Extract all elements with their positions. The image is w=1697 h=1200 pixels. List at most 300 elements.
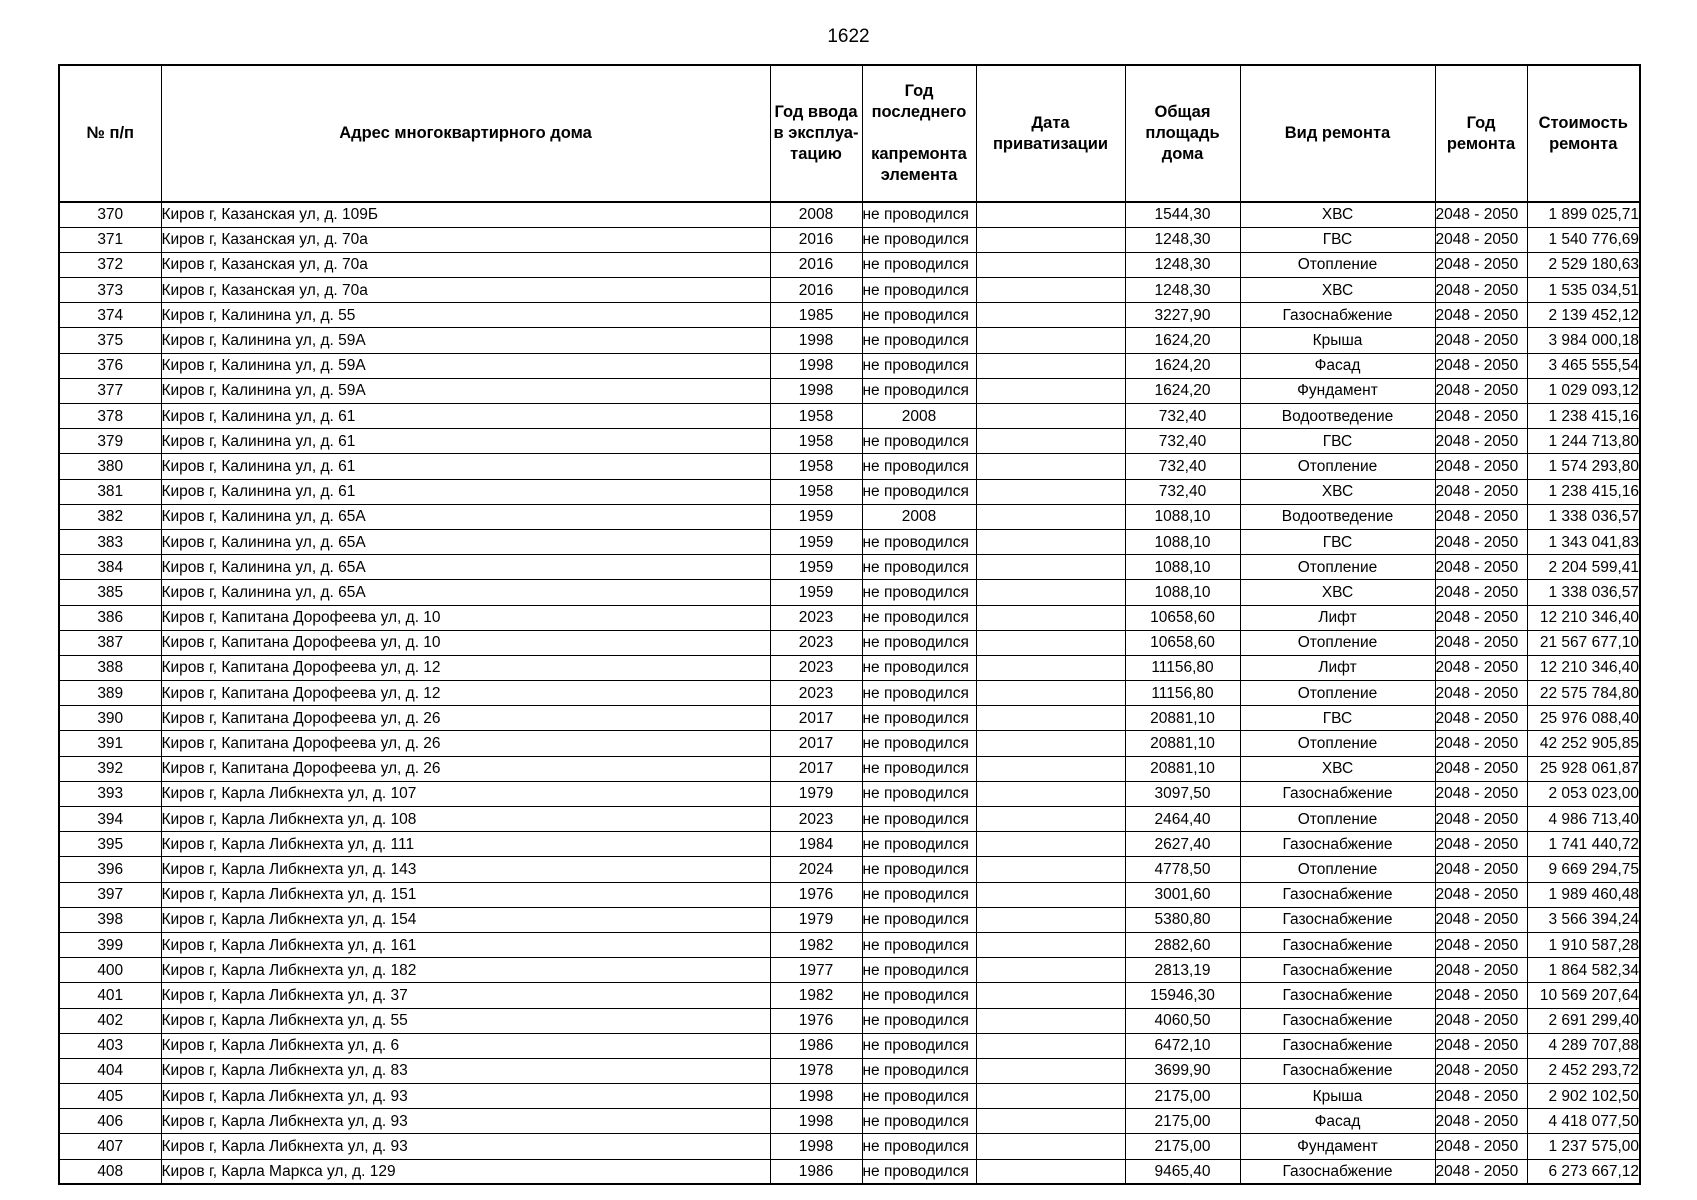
- cell-cost: 4 418 077,50: [1527, 1109, 1640, 1134]
- cell-address: Киров г, Калинина ул, д. 59А: [161, 378, 770, 403]
- cell-privatization: [976, 555, 1125, 580]
- cell-cost: 21 567 677,10: [1527, 630, 1640, 655]
- table-row: [59, 756, 1640, 781]
- table-row: [59, 1134, 1640, 1159]
- cell-repair-type: Отопление: [1240, 731, 1435, 756]
- table-row: [59, 731, 1640, 756]
- table-row: [59, 378, 1640, 403]
- table-row: [59, 630, 1640, 655]
- table-row: [59, 706, 1640, 731]
- cell-privatization: [976, 958, 1125, 983]
- cell-privatization: [976, 681, 1125, 706]
- cell-address: Киров г, Карла Либкнехта ул, д. 93: [161, 1109, 770, 1134]
- cell-repair-year: 2048 - 2050: [1435, 907, 1527, 932]
- cell-area: 1248,30: [1125, 252, 1240, 277]
- cell-address: Киров г, Карла Либкнехта ул, д. 154: [161, 907, 770, 932]
- cell-year-commission: 2023: [770, 681, 862, 706]
- cell-cost: 9 669 294,75: [1527, 857, 1640, 882]
- table-row: [59, 555, 1640, 580]
- cell-repair-year: 2048 - 2050: [1435, 429, 1527, 454]
- cell-num: 375: [59, 328, 161, 353]
- table-body: [59, 202, 1640, 1184]
- cell-privatization: [976, 252, 1125, 277]
- cell-num: 374: [59, 303, 161, 328]
- cell-area: 2627,40: [1125, 832, 1240, 857]
- cell-repair-type: Газоснабжение: [1240, 983, 1435, 1008]
- cell-area: 2882,60: [1125, 932, 1240, 957]
- cell-last-repair: не проводился: [862, 1159, 976, 1184]
- cell-year-commission: 2017: [770, 731, 862, 756]
- cell-area: 11156,80: [1125, 681, 1240, 706]
- cell-repair-year: 2048 - 2050: [1435, 857, 1527, 882]
- cell-year-commission: 1986: [770, 1159, 862, 1184]
- cell-repair-type: Газоснабжение: [1240, 882, 1435, 907]
- cell-last-repair: не проводился: [862, 932, 976, 957]
- cell-privatization: [976, 1033, 1125, 1058]
- cell-last-repair: не проводился: [862, 378, 976, 403]
- cell-last-repair: не проводился: [862, 555, 976, 580]
- cell-repair-year: 2048 - 2050: [1435, 1084, 1527, 1109]
- cell-repair-type: Фасад: [1240, 353, 1435, 378]
- cell-cost: 3 984 000,18: [1527, 328, 1640, 353]
- cell-year-commission: 1959: [770, 555, 862, 580]
- cell-area: 732,40: [1125, 404, 1240, 429]
- cell-cost: 4 289 707,88: [1527, 1033, 1640, 1058]
- cell-cost: 2 529 180,63: [1527, 252, 1640, 277]
- cell-repair-year: 2048 - 2050: [1435, 227, 1527, 252]
- cell-address: Киров г, Калинина ул, д. 65А: [161, 529, 770, 554]
- cell-cost: 12 210 346,40: [1527, 655, 1640, 680]
- cell-num: 392: [59, 756, 161, 781]
- cell-last-repair: 2008: [862, 404, 976, 429]
- cell-num: 378: [59, 404, 161, 429]
- cell-area: 3699,90: [1125, 1058, 1240, 1083]
- page-number: 1622: [827, 26, 870, 47]
- cell-last-repair: не проводился: [862, 278, 976, 303]
- table-row: [59, 252, 1640, 277]
- cell-address: Киров г, Капитана Дорофеева ул, д. 12: [161, 655, 770, 680]
- cell-num: 400: [59, 958, 161, 983]
- cell-privatization: [976, 227, 1125, 252]
- cell-year-commission: 1979: [770, 907, 862, 932]
- cell-address: Киров г, Карла Либкнехта ул, д. 108: [161, 807, 770, 832]
- cell-cost: 2 139 452,12: [1527, 303, 1640, 328]
- table-row: [59, 932, 1640, 957]
- cell-repair-type: ХВС: [1240, 580, 1435, 605]
- cell-num: 403: [59, 1033, 161, 1058]
- cell-repair-type: Газоснабжение: [1240, 303, 1435, 328]
- cell-last-repair: не проводился: [862, 731, 976, 756]
- cell-repair-year: 2048 - 2050: [1435, 832, 1527, 857]
- cell-repair-year: 2048 - 2050: [1435, 605, 1527, 630]
- cell-cost: 1 238 415,16: [1527, 479, 1640, 504]
- cell-year-commission: 1958: [770, 454, 862, 479]
- cell-num: 383: [59, 529, 161, 554]
- cell-area: 732,40: [1125, 479, 1240, 504]
- cell-num: 398: [59, 907, 161, 932]
- cell-cost: 1 238 415,16: [1527, 404, 1640, 429]
- cell-area: 10658,60: [1125, 605, 1240, 630]
- cell-address: Киров г, Калинина ул, д. 61: [161, 429, 770, 454]
- cell-cost: 25 928 061,87: [1527, 756, 1640, 781]
- cell-repair-type: Лифт: [1240, 605, 1435, 630]
- table-row: [59, 303, 1640, 328]
- cell-address: Киров г, Карла Либкнехта ул, д. 6: [161, 1033, 770, 1058]
- cell-num: 394: [59, 807, 161, 832]
- table-row: [59, 882, 1640, 907]
- cell-privatization: [976, 303, 1125, 328]
- cell-cost: 1 864 582,34: [1527, 958, 1640, 983]
- cell-repair-type: Отопление: [1240, 630, 1435, 655]
- cell-year-commission: 1998: [770, 1084, 862, 1109]
- cell-last-repair: не проводился: [862, 655, 976, 680]
- cell-privatization: [976, 479, 1125, 504]
- header-last-repair: [862, 65, 976, 202]
- cell-address: Киров г, Карла Маркса ул, д. 129: [161, 1159, 770, 1184]
- cell-last-repair: не проводился: [862, 529, 976, 554]
- table-row: [59, 529, 1640, 554]
- cell-repair-type: Крыша: [1240, 1084, 1435, 1109]
- cell-year-commission: 2023: [770, 655, 862, 680]
- cell-area: 20881,10: [1125, 756, 1240, 781]
- cell-repair-type: Газоснабжение: [1240, 1058, 1435, 1083]
- cell-address: Киров г, Карла Либкнехта ул, д. 182: [161, 958, 770, 983]
- table-row: [59, 504, 1640, 529]
- cell-num: 407: [59, 1134, 161, 1159]
- cell-privatization: [976, 857, 1125, 882]
- header-row: [59, 65, 1640, 202]
- cell-repair-year: 2048 - 2050: [1435, 328, 1527, 353]
- cell-year-commission: 1998: [770, 378, 862, 403]
- cell-area: 1624,20: [1125, 328, 1240, 353]
- cell-year-commission: 1982: [770, 932, 862, 957]
- cell-num: 370: [59, 202, 161, 227]
- cell-year-commission: 2016: [770, 227, 862, 252]
- repair-register-table: [58, 64, 1641, 1185]
- cell-num: 397: [59, 882, 161, 907]
- cell-last-repair: не проводился: [862, 479, 976, 504]
- cell-area: 6472,10: [1125, 1033, 1240, 1058]
- cell-privatization: [976, 756, 1125, 781]
- cell-cost: 1 741 440,72: [1527, 832, 1640, 857]
- table-row: [59, 227, 1640, 252]
- header-year-commission: Год ввода в эксплуа-тацию: [770, 65, 862, 202]
- table-row: [59, 907, 1640, 932]
- table-row: [59, 454, 1640, 479]
- cell-last-repair: не проводился: [862, 882, 976, 907]
- cell-num: 399: [59, 932, 161, 957]
- cell-address: Киров г, Карла Либкнехта ул, д. 143: [161, 857, 770, 882]
- cell-privatization: [976, 781, 1125, 806]
- cell-address: Киров г, Карла Либкнехта ул, д. 93: [161, 1134, 770, 1159]
- cell-repair-year: 2048 - 2050: [1435, 555, 1527, 580]
- cell-address: Киров г, Казанская ул, д. 70а: [161, 252, 770, 277]
- cell-year-commission: 2023: [770, 807, 862, 832]
- cell-privatization: [976, 202, 1125, 227]
- cell-cost: 2 902 102,50: [1527, 1084, 1640, 1109]
- table-row: [59, 202, 1640, 227]
- cell-cost: 1 540 776,69: [1527, 227, 1640, 252]
- cell-last-repair: не проводился: [862, 781, 976, 806]
- cell-repair-type: ГВС: [1240, 227, 1435, 252]
- cell-repair-type: Фасад: [1240, 1109, 1435, 1134]
- cell-repair-year: 2048 - 2050: [1435, 504, 1527, 529]
- cell-year-commission: 1985: [770, 303, 862, 328]
- cell-num: 371: [59, 227, 161, 252]
- cell-year-commission: 1998: [770, 328, 862, 353]
- table-row: [59, 1033, 1640, 1058]
- cell-year-commission: 1959: [770, 580, 862, 605]
- cell-year-commission: 2017: [770, 706, 862, 731]
- cell-cost: 2 691 299,40: [1527, 1008, 1640, 1033]
- cell-last-repair: не проводился: [862, 1109, 976, 1134]
- cell-num: 382: [59, 504, 161, 529]
- cell-repair-type: ХВС: [1240, 756, 1435, 781]
- cell-year-commission: 2024: [770, 857, 862, 882]
- cell-repair-year: 2048 - 2050: [1435, 630, 1527, 655]
- cell-year-commission: 2023: [770, 630, 862, 655]
- cell-area: 1248,30: [1125, 227, 1240, 252]
- cell-year-commission: 1976: [770, 1008, 862, 1033]
- cell-area: 2175,00: [1125, 1084, 1240, 1109]
- cell-address: Киров г, Карла Либкнехта ул, д. 111: [161, 832, 770, 857]
- cell-privatization: [976, 655, 1125, 680]
- cell-repair-type: Газоснабжение: [1240, 907, 1435, 932]
- header-area: Общая площадь дома: [1125, 65, 1240, 202]
- cell-year-commission: 1984: [770, 832, 862, 857]
- cell-repair-year: 2048 - 2050: [1435, 932, 1527, 957]
- table-row: [59, 655, 1640, 680]
- header-repair-year: Год ремонта: [1435, 65, 1527, 202]
- cell-year-commission: 2017: [770, 756, 862, 781]
- cell-cost: 3 465 555,54: [1527, 353, 1640, 378]
- cell-last-repair: не проводился: [862, 605, 976, 630]
- cell-privatization: [976, 932, 1125, 957]
- cell-num: 380: [59, 454, 161, 479]
- cell-privatization: [976, 907, 1125, 932]
- cell-repair-type: ГВС: [1240, 429, 1435, 454]
- table-row: [59, 605, 1640, 630]
- cell-cost: 2 204 599,41: [1527, 555, 1640, 580]
- table-row: [59, 681, 1640, 706]
- cell-address: Киров г, Калинина ул, д. 61: [161, 454, 770, 479]
- cell-repair-year: 2048 - 2050: [1435, 378, 1527, 403]
- cell-year-commission: 1958: [770, 404, 862, 429]
- cell-last-repair: не проводился: [862, 832, 976, 857]
- cell-num: 404: [59, 1058, 161, 1083]
- cell-repair-year: 2048 - 2050: [1435, 882, 1527, 907]
- table-row: [59, 807, 1640, 832]
- cell-repair-year: 2048 - 2050: [1435, 655, 1527, 680]
- cell-year-commission: 1958: [770, 429, 862, 454]
- cell-area: 2464,40: [1125, 807, 1240, 832]
- cell-num: 391: [59, 731, 161, 756]
- cell-last-repair: не проводился: [862, 1008, 976, 1033]
- cell-last-repair: не проводился: [862, 1084, 976, 1109]
- cell-repair-type: Крыша: [1240, 328, 1435, 353]
- cell-address: Киров г, Карла Либкнехта ул, д. 107: [161, 781, 770, 806]
- cell-address: Киров г, Капитана Дорофеева ул, д. 26: [161, 706, 770, 731]
- cell-repair-year: 2048 - 2050: [1435, 529, 1527, 554]
- cell-repair-year: 2048 - 2050: [1435, 202, 1527, 227]
- cell-repair-year: 2048 - 2050: [1435, 454, 1527, 479]
- cell-repair-type: Газоснабжение: [1240, 1033, 1435, 1058]
- header-last-repair-line2: капремонта элемента: [871, 145, 967, 184]
- cell-repair-type: Фундамент: [1240, 378, 1435, 403]
- cell-area: 1624,20: [1125, 378, 1240, 403]
- cell-repair-type: Газоснабжение: [1240, 1159, 1435, 1184]
- cell-address: Киров г, Калинина ул, д. 59А: [161, 328, 770, 353]
- header-num: № п/п: [59, 65, 161, 202]
- cell-repair-type: Отопление: [1240, 681, 1435, 706]
- cell-repair-year: 2048 - 2050: [1435, 706, 1527, 731]
- cell-privatization: [976, 630, 1125, 655]
- cell-last-repair: не проводился: [862, 807, 976, 832]
- cell-repair-year: 2048 - 2050: [1435, 756, 1527, 781]
- cell-repair-year: 2048 - 2050: [1435, 252, 1527, 277]
- cell-last-repair: не проводился: [862, 580, 976, 605]
- cell-area: 1088,10: [1125, 504, 1240, 529]
- table-row: [59, 857, 1640, 882]
- table-row: [59, 1008, 1640, 1033]
- table-row: [59, 983, 1640, 1008]
- cell-year-commission: 1982: [770, 983, 862, 1008]
- cell-num: 405: [59, 1084, 161, 1109]
- cell-privatization: [976, 353, 1125, 378]
- cell-year-commission: 2016: [770, 278, 862, 303]
- cell-cost: 42 252 905,85: [1527, 731, 1640, 756]
- cell-repair-year: 2048 - 2050: [1435, 1109, 1527, 1134]
- cell-privatization: [976, 605, 1125, 630]
- cell-num: 390: [59, 706, 161, 731]
- cell-repair-year: 2048 - 2050: [1435, 303, 1527, 328]
- cell-repair-type: ГВС: [1240, 706, 1435, 731]
- cell-num: 377: [59, 378, 161, 403]
- cell-year-commission: 1977: [770, 958, 862, 983]
- table-row: [59, 328, 1640, 353]
- cell-last-repair: не проводился: [862, 252, 976, 277]
- cell-area: 1624,20: [1125, 353, 1240, 378]
- cell-privatization: [976, 882, 1125, 907]
- cell-cost: 1 029 093,12: [1527, 378, 1640, 403]
- cell-year-commission: 2023: [770, 605, 862, 630]
- cell-privatization: [976, 328, 1125, 353]
- cell-privatization: [976, 454, 1125, 479]
- cell-last-repair: не проводился: [862, 429, 976, 454]
- cell-last-repair: не проводился: [862, 1033, 976, 1058]
- cell-area: 3227,90: [1125, 303, 1240, 328]
- cell-cost: 4 986 713,40: [1527, 807, 1640, 832]
- cell-address: Киров г, Калинина ул, д. 61: [161, 479, 770, 504]
- cell-cost: 1 574 293,80: [1527, 454, 1640, 479]
- cell-repair-type: Отопление: [1240, 807, 1435, 832]
- cell-last-repair: не проводился: [862, 1134, 976, 1159]
- cell-year-commission: 2016: [770, 252, 862, 277]
- cell-address: Киров г, Калинина ул, д. 65А: [161, 555, 770, 580]
- cell-last-repair: не проводился: [862, 227, 976, 252]
- cell-address: Киров г, Капитана Дорофеева ул, д. 26: [161, 731, 770, 756]
- cell-repair-year: 2048 - 2050: [1435, 353, 1527, 378]
- header-repair-type: Вид ремонта: [1240, 65, 1435, 202]
- cell-repair-year: 2048 - 2050: [1435, 1033, 1527, 1058]
- cell-year-commission: 1998: [770, 1109, 862, 1134]
- cell-repair-type: ГВС: [1240, 529, 1435, 554]
- cell-address: Киров г, Калинина ул, д. 65А: [161, 580, 770, 605]
- cell-last-repair: не проводился: [862, 907, 976, 932]
- cell-num: 408: [59, 1159, 161, 1184]
- cell-area: 1088,10: [1125, 555, 1240, 580]
- cell-num: 401: [59, 983, 161, 1008]
- cell-cost: 25 976 088,40: [1527, 706, 1640, 731]
- cell-year-commission: 1986: [770, 1033, 862, 1058]
- cell-address: Киров г, Казанская ул, д. 109Б: [161, 202, 770, 227]
- cell-privatization: [976, 429, 1125, 454]
- cell-num: 381: [59, 479, 161, 504]
- table-row: [59, 1109, 1640, 1134]
- cell-repair-type: Газоснабжение: [1240, 1008, 1435, 1033]
- cell-num: 387: [59, 630, 161, 655]
- cell-repair-type: Газоснабжение: [1240, 958, 1435, 983]
- cell-repair-type: Лифт: [1240, 655, 1435, 680]
- cell-num: 373: [59, 278, 161, 303]
- header-cost: Стоимость ремонта: [1527, 65, 1640, 202]
- cell-address: Киров г, Карла Либкнехта ул, д. 83: [161, 1058, 770, 1083]
- cell-address: Киров г, Казанская ул, д. 70а: [161, 278, 770, 303]
- cell-cost: 1 338 036,57: [1527, 580, 1640, 605]
- cell-area: 2175,00: [1125, 1134, 1240, 1159]
- cell-cost: 1 237 575,00: [1527, 1134, 1640, 1159]
- cell-area: 5380,80: [1125, 907, 1240, 932]
- cell-area: 3097,50: [1125, 781, 1240, 806]
- cell-last-repair: не проводился: [862, 303, 976, 328]
- table-row: [59, 353, 1640, 378]
- cell-year-commission: 1998: [770, 353, 862, 378]
- cell-repair-year: 2048 - 2050: [1435, 731, 1527, 756]
- cell-repair-year: 2048 - 2050: [1435, 580, 1527, 605]
- cell-area: 2175,00: [1125, 1109, 1240, 1134]
- cell-address: Киров г, Калинина ул, д. 61: [161, 404, 770, 429]
- cell-area: 2813,19: [1125, 958, 1240, 983]
- cell-area: 1088,10: [1125, 529, 1240, 554]
- cell-area: 11156,80: [1125, 655, 1240, 680]
- cell-area: 20881,10: [1125, 731, 1240, 756]
- cell-last-repair: не проводился: [862, 454, 976, 479]
- cell-num: 396: [59, 857, 161, 882]
- cell-privatization: [976, 378, 1125, 403]
- cell-privatization: [976, 1084, 1125, 1109]
- cell-address: Киров г, Калинина ул, д. 55: [161, 303, 770, 328]
- cell-last-repair: 2008: [862, 504, 976, 529]
- cell-year-commission: 1978: [770, 1058, 862, 1083]
- cell-area: 732,40: [1125, 429, 1240, 454]
- cell-cost: 1 899 025,71: [1527, 202, 1640, 227]
- cell-repair-year: 2048 - 2050: [1435, 958, 1527, 983]
- cell-privatization: [976, 504, 1125, 529]
- cell-num: 393: [59, 781, 161, 806]
- cell-address: Киров г, Капитана Дорофеева ул, д. 12: [161, 681, 770, 706]
- cell-num: 402: [59, 1008, 161, 1033]
- cell-repair-type: Отопление: [1240, 857, 1435, 882]
- cell-area: 20881,10: [1125, 706, 1240, 731]
- cell-privatization: [976, 278, 1125, 303]
- cell-area: 1088,10: [1125, 580, 1240, 605]
- cell-area: 15946,30: [1125, 983, 1240, 1008]
- cell-last-repair: не проводился: [862, 202, 976, 227]
- cell-repair-type: Фундамент: [1240, 1134, 1435, 1159]
- cell-repair-type: ХВС: [1240, 278, 1435, 303]
- cell-area: 4778,50: [1125, 857, 1240, 882]
- cell-address: Киров г, Карла Либкнехта ул, д. 93: [161, 1084, 770, 1109]
